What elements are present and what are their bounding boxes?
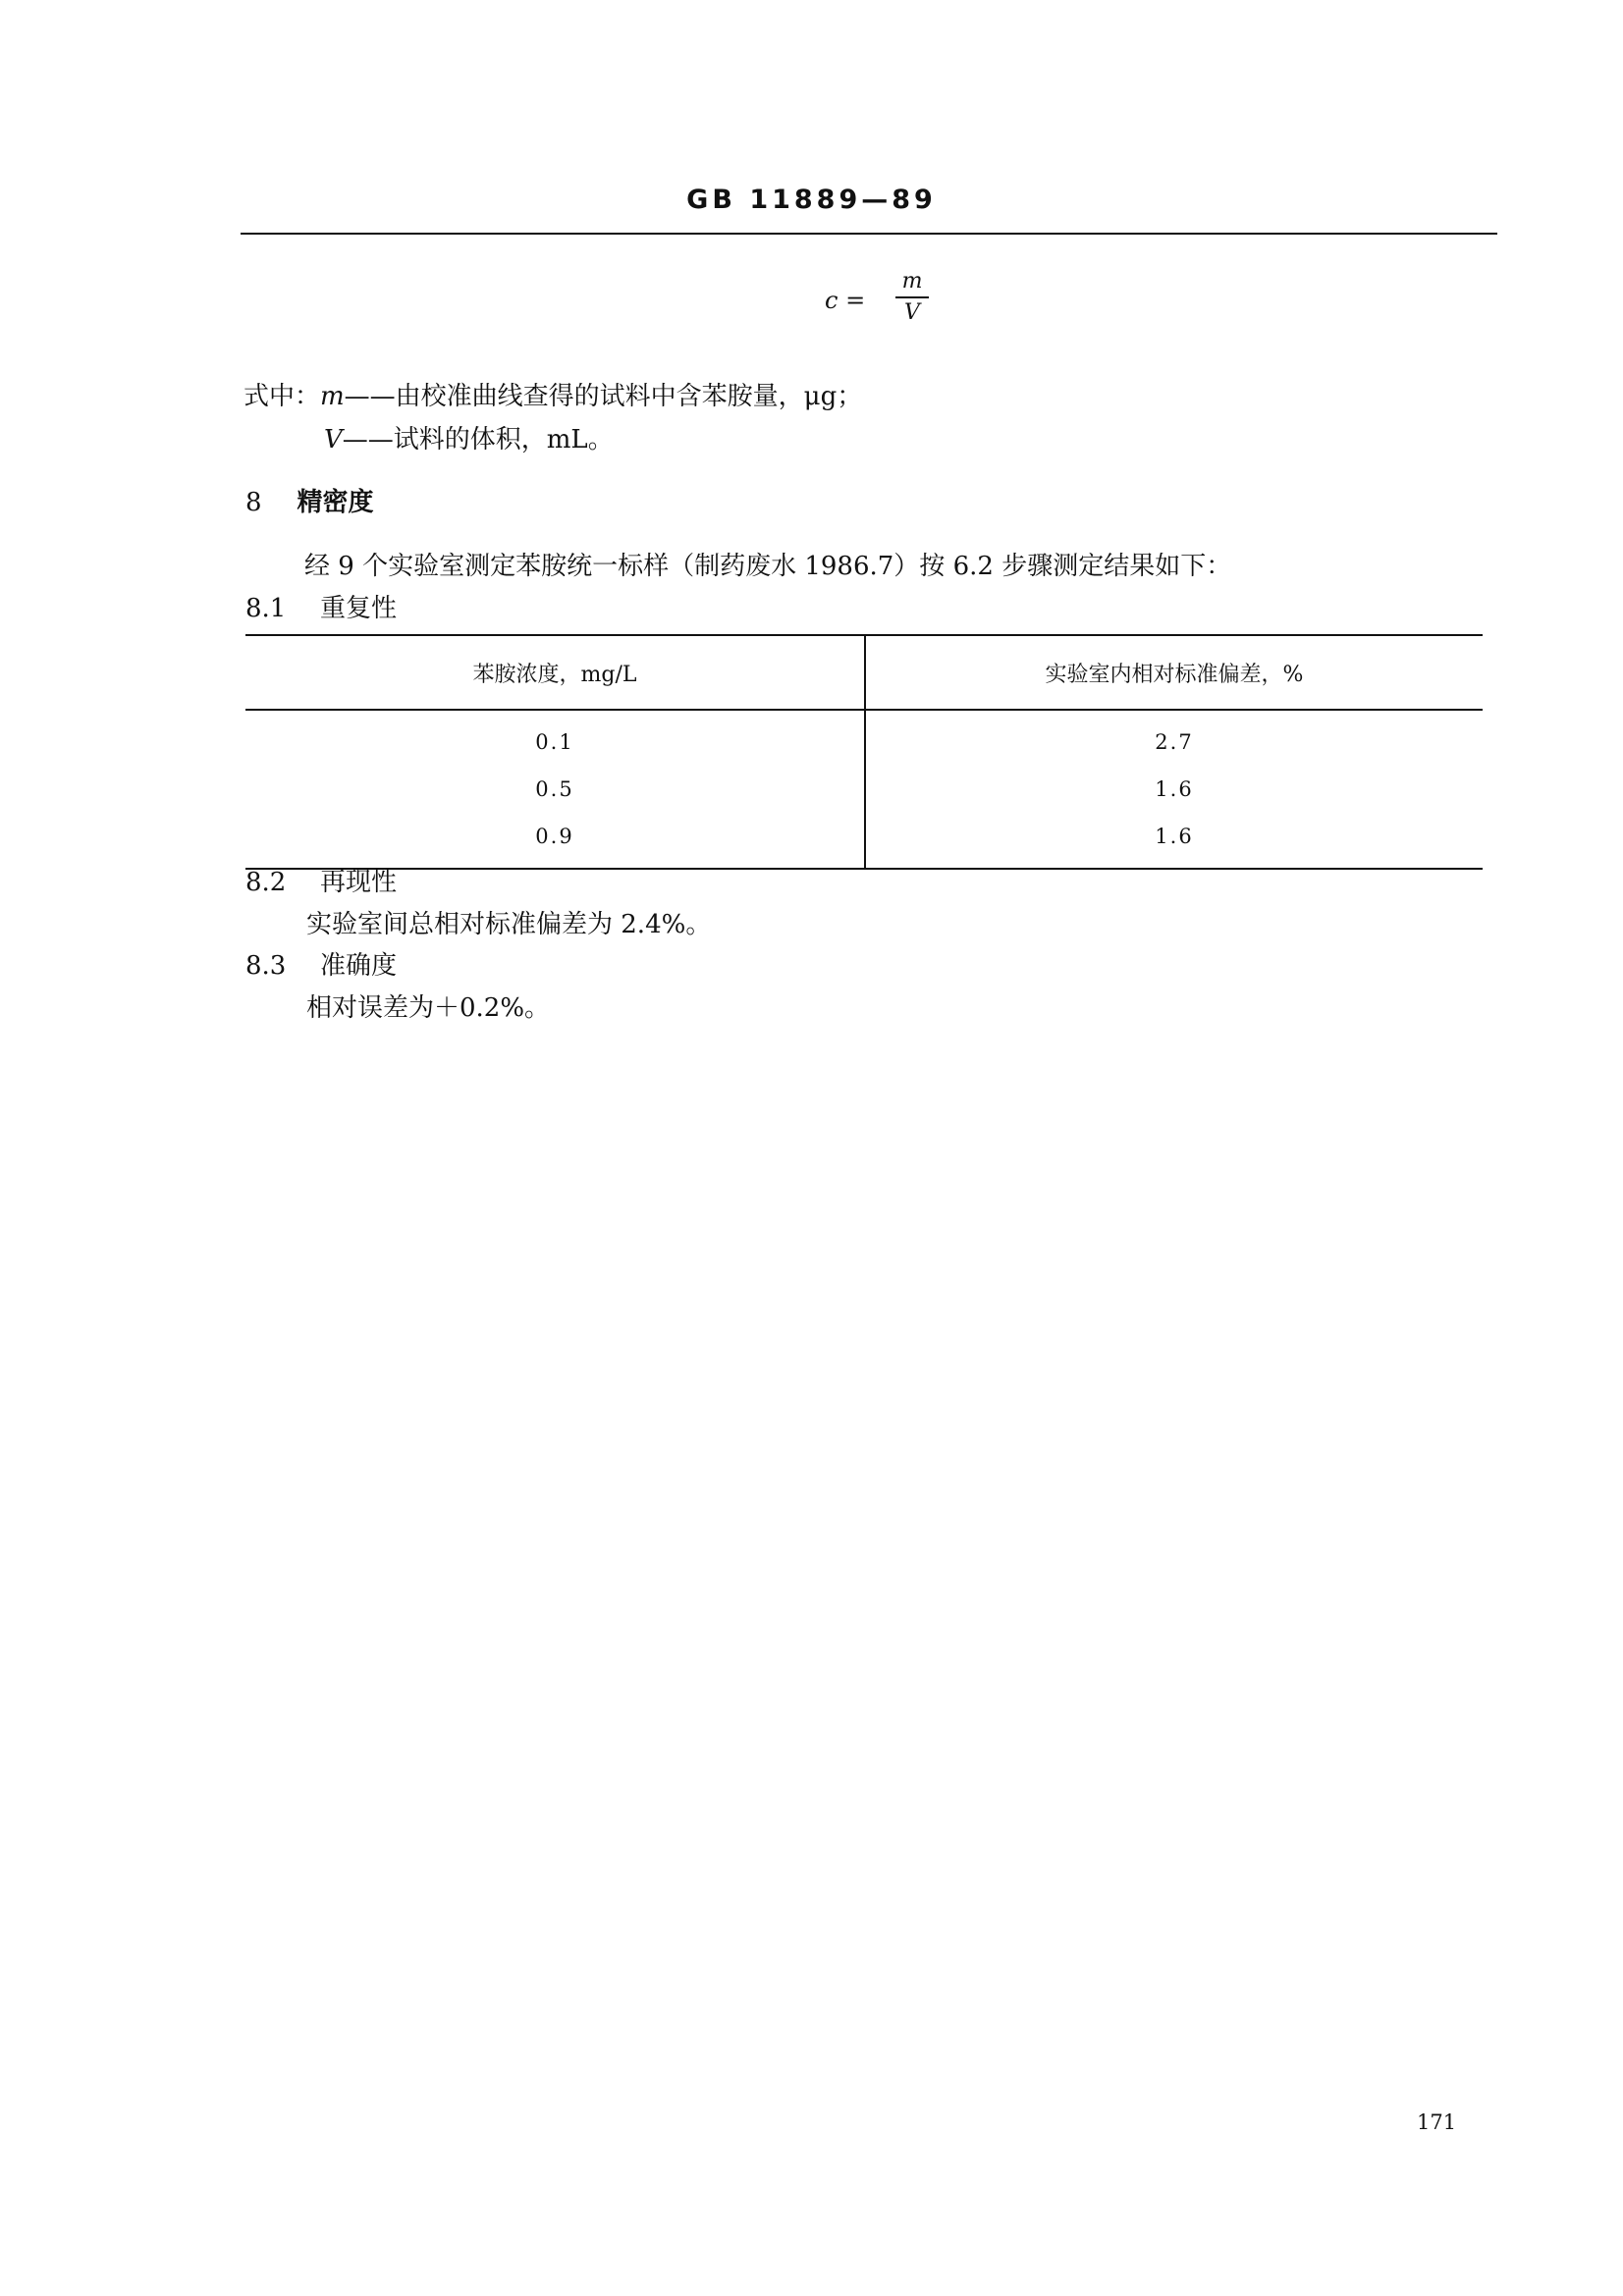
- formula-numerator: m: [901, 269, 923, 294]
- header-rule: [241, 233, 1497, 235]
- section-title: 再现性: [320, 868, 398, 897]
- section-title: 准确度: [320, 951, 398, 981]
- where-symbol-m: m: [320, 382, 345, 411]
- table-row: [245, 766, 1483, 813]
- where-symbol-v: V: [324, 425, 343, 454]
- cell-rsd: 1.6: [1155, 777, 1194, 801]
- table-row: [245, 710, 1483, 766]
- formula-lhs: c =: [825, 287, 866, 314]
- column-header-rsd: 实验室内相对标准偏差，%: [865, 635, 1483, 710]
- table-header-row: [245, 635, 1483, 710]
- where-desc-v: ——试料的体积，mL。: [342, 425, 614, 454]
- formula-denominator: V: [904, 300, 920, 325]
- where-prefix: 式中：: [243, 382, 321, 411]
- accuracy-text: 相对误差为＋0.2%。: [306, 993, 551, 1023]
- formula-fraction: [895, 267, 929, 328]
- cell-concentration: 0.1: [245, 710, 865, 766]
- section-number: 8: [245, 488, 262, 517]
- intro-paragraph: 经 9 个实验室测定苯胺统一标样（制药废水 1986.7）按 6.2 步骤测定结果如下：: [304, 552, 1232, 581]
- section-number: 8.3: [245, 951, 287, 981]
- reproducibility-text: 实验室间总相对标准偏差为 2.4%。: [306, 910, 712, 939]
- section-number: 8.2: [245, 868, 287, 897]
- cell-concentration: 0.9: [245, 813, 865, 869]
- cell-rsd: 1.6: [865, 813, 1483, 869]
- repeatability-table: [245, 634, 1483, 870]
- cell-rsd: 2.7: [1155, 730, 1194, 754]
- page-number: 171: [1417, 2110, 1457, 2134]
- section-heading-8-3: [245, 949, 397, 983]
- where-desc-m: ——由校准曲线查得的试料中含苯胺量，μg；: [344, 382, 863, 411]
- section-number: 8.1: [245, 594, 287, 623]
- table-row: [245, 813, 1483, 869]
- section-heading-8-1: [245, 592, 397, 625]
- where-definition-m: [243, 380, 862, 413]
- section-heading-8-2: [245, 866, 397, 899]
- section-title: 精密度: [297, 488, 374, 517]
- where-definition-v: [324, 423, 614, 456]
- cell-concentration: 0.5: [245, 766, 865, 813]
- standard-code: GB 11889—89: [686, 185, 937, 215]
- section-title: 重复性: [320, 594, 398, 623]
- column-header-concentration: 苯胺浓度，mg/L: [245, 635, 865, 710]
- section-heading-8: [245, 486, 374, 519]
